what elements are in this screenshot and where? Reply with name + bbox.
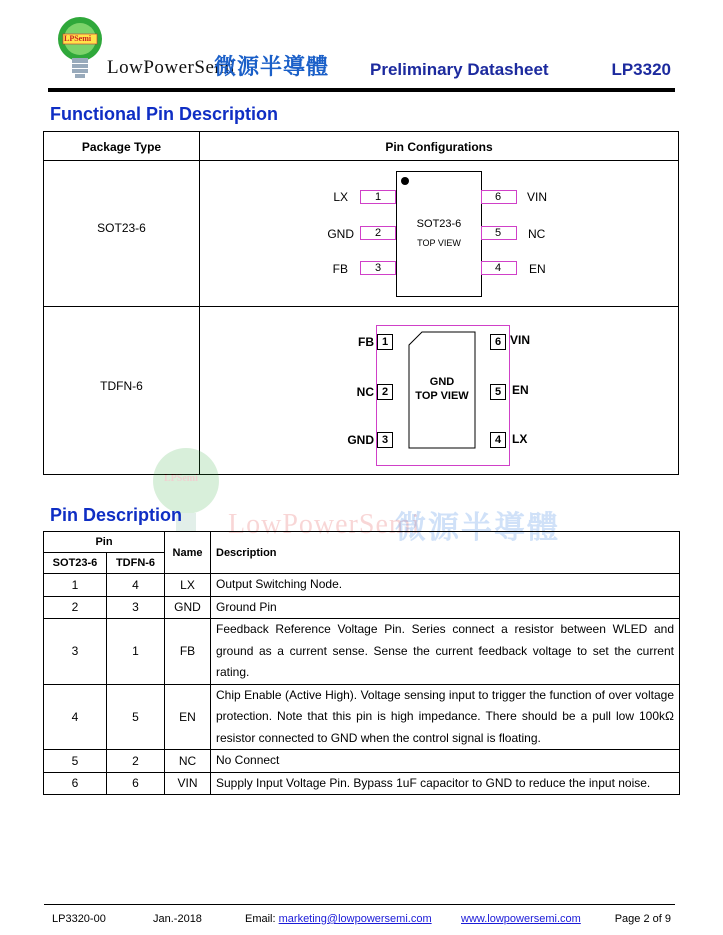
cell-sot-pin: 6 bbox=[44, 772, 107, 795]
column-header-description: Description bbox=[211, 532, 680, 574]
part-number: LP3320 bbox=[611, 60, 671, 79]
cell-tdfn-pin: 2 bbox=[107, 750, 165, 773]
table-row bbox=[44, 772, 680, 795]
functional-pin-table bbox=[43, 131, 679, 475]
cell-description: Chip Enable (Active High). Voltage sensing input to trigger the function of over voltage protection. Note that this pin is high impedance. There should be a pull low 100kΩ resistor connected to GND when the control signal is floating. bbox=[211, 684, 680, 750]
cell-description: Supply Input Voltage Pin. Bypass 1uF capacitor to GND to reduce the input noise. bbox=[211, 772, 680, 795]
pin-description-table bbox=[43, 531, 680, 795]
footer-website bbox=[461, 913, 581, 925]
sot23-chip-body bbox=[396, 171, 482, 297]
column-header-package: Package Type bbox=[81, 140, 162, 154]
cell-description: Output Switching Node. bbox=[211, 574, 680, 597]
cell-sot-pin: 2 bbox=[44, 596, 107, 619]
website-link[interactable]: www.lowpowersemi.com bbox=[461, 913, 581, 925]
tdfn-pin-label: NC bbox=[356, 385, 374, 399]
cell-pin-name: FB bbox=[165, 619, 211, 685]
section-title-pin-description: Pin Description bbox=[50, 505, 183, 525]
sot-pin-label: FB bbox=[332, 262, 348, 276]
watermark-brand-cn: 微源半導體 bbox=[395, 510, 560, 545]
footer-date: Jan.-2018 bbox=[153, 913, 202, 925]
header-rule bbox=[48, 88, 675, 92]
cell-sot-pin: 3 bbox=[44, 619, 107, 685]
pad-view-label: TOP VIEW bbox=[415, 390, 469, 402]
cell-description: No Connect bbox=[211, 750, 680, 773]
cell-pin-name: GND bbox=[165, 596, 211, 619]
pin1-dot-icon bbox=[401, 177, 409, 185]
email-link[interactable]: marketing@lowpowersemi.com bbox=[278, 913, 432, 925]
column-header-name: Name bbox=[165, 532, 211, 574]
cell-description: Ground Pin bbox=[211, 596, 680, 619]
sot-pin-label: LX bbox=[333, 190, 348, 204]
company-logo bbox=[55, 14, 115, 86]
pad-name: GND bbox=[429, 376, 455, 388]
column-header-tdfn: TDFN-6 bbox=[107, 553, 165, 574]
cell-tdfn-pin: 3 bbox=[107, 596, 165, 619]
tdfn-pin-number: 1 bbox=[377, 334, 393, 350]
sot-pin-number: 6 bbox=[481, 190, 517, 204]
cell-sot-pin: 4 bbox=[44, 684, 107, 750]
brand-name-en: LowPowerSemi bbox=[107, 57, 236, 78]
sot-pin-number: 3 bbox=[360, 261, 396, 275]
brand-name-cn: 微源半導體 bbox=[214, 54, 330, 79]
tdfn-pin-label: EN bbox=[512, 383, 529, 397]
cell-tdfn-pin: 6 bbox=[107, 772, 165, 795]
footer-page-number: Page 2 of 9 bbox=[614, 913, 671, 925]
footer-email bbox=[245, 913, 432, 925]
tdfn-pin-number: 2 bbox=[377, 384, 393, 400]
cell-sot-pin: 5 bbox=[44, 750, 107, 773]
table-divider bbox=[44, 160, 678, 161]
cell-pin-name: LX bbox=[165, 574, 211, 597]
sot-pin-label: VIN bbox=[527, 190, 548, 204]
sot-pin-number: 5 bbox=[481, 226, 517, 240]
package-sot23: SOT23-6 bbox=[97, 221, 146, 235]
tdfn-pin-number: 4 bbox=[490, 432, 506, 448]
cell-tdfn-pin: 1 bbox=[107, 619, 165, 685]
watermark-brand-en: LowPowerSemi bbox=[228, 509, 421, 540]
footer-email-label: Email: bbox=[245, 913, 276, 925]
table-divider bbox=[199, 132, 200, 474]
cell-description: Feedback Reference Voltage Pin. Series connect a resistor between WLED and ground as a current sense. Sense the current feedback voltage to set the current rating. bbox=[211, 619, 680, 685]
column-header-pin: Pin bbox=[44, 532, 165, 553]
cell-tdfn-pin: 5 bbox=[107, 684, 165, 750]
table-row bbox=[44, 684, 680, 750]
section-title-functional: Functional Pin Description bbox=[50, 104, 279, 124]
table-header-row bbox=[44, 532, 680, 553]
footer-doc-id: LP3320-00 bbox=[52, 913, 106, 925]
table-row bbox=[44, 619, 680, 685]
tdfn-pin-label: FB bbox=[358, 335, 374, 349]
sot-pin-number: 1 bbox=[360, 190, 396, 204]
column-header-sot: SOT23-6 bbox=[44, 553, 107, 574]
document-type: Preliminary Datasheet bbox=[370, 60, 549, 79]
sot-pin-number: 4 bbox=[481, 261, 517, 275]
tdfn-pin-label: GND bbox=[347, 433, 374, 447]
chip-view-label: TOP VIEW bbox=[417, 238, 461, 248]
cell-pin-name: NC bbox=[165, 750, 211, 773]
table-row bbox=[44, 750, 680, 773]
logo-badge-text: LPSemi bbox=[64, 34, 92, 43]
tdfn-pin-number: 5 bbox=[490, 384, 506, 400]
column-header-config: Pin Configurations bbox=[385, 140, 493, 154]
table-row bbox=[44, 596, 680, 619]
cell-tdfn-pin: 4 bbox=[107, 574, 165, 597]
tdfn-pin-label: VIN bbox=[510, 333, 531, 347]
sot-pin-label: NC bbox=[528, 227, 546, 241]
chip-name: SOT23-6 bbox=[416, 218, 462, 230]
cell-pin-name: VIN bbox=[165, 772, 211, 795]
sot-pin-label: GND bbox=[327, 227, 354, 241]
tdfn-pin-number: 3 bbox=[377, 432, 393, 448]
package-tdfn: TDFN-6 bbox=[100, 379, 143, 393]
cell-sot-pin: 1 bbox=[44, 574, 107, 597]
sot-pin-label: EN bbox=[529, 262, 546, 276]
footer-rule bbox=[44, 904, 675, 905]
tdfn-pin-label: LX bbox=[512, 432, 528, 446]
table-row bbox=[44, 574, 680, 597]
tdfn-pin-number: 6 bbox=[490, 334, 506, 350]
sot-pin-number: 2 bbox=[360, 226, 396, 240]
table-divider bbox=[44, 306, 678, 307]
cell-pin-name: EN bbox=[165, 684, 211, 750]
watermark-badge-text: LPSemi bbox=[164, 473, 198, 484]
